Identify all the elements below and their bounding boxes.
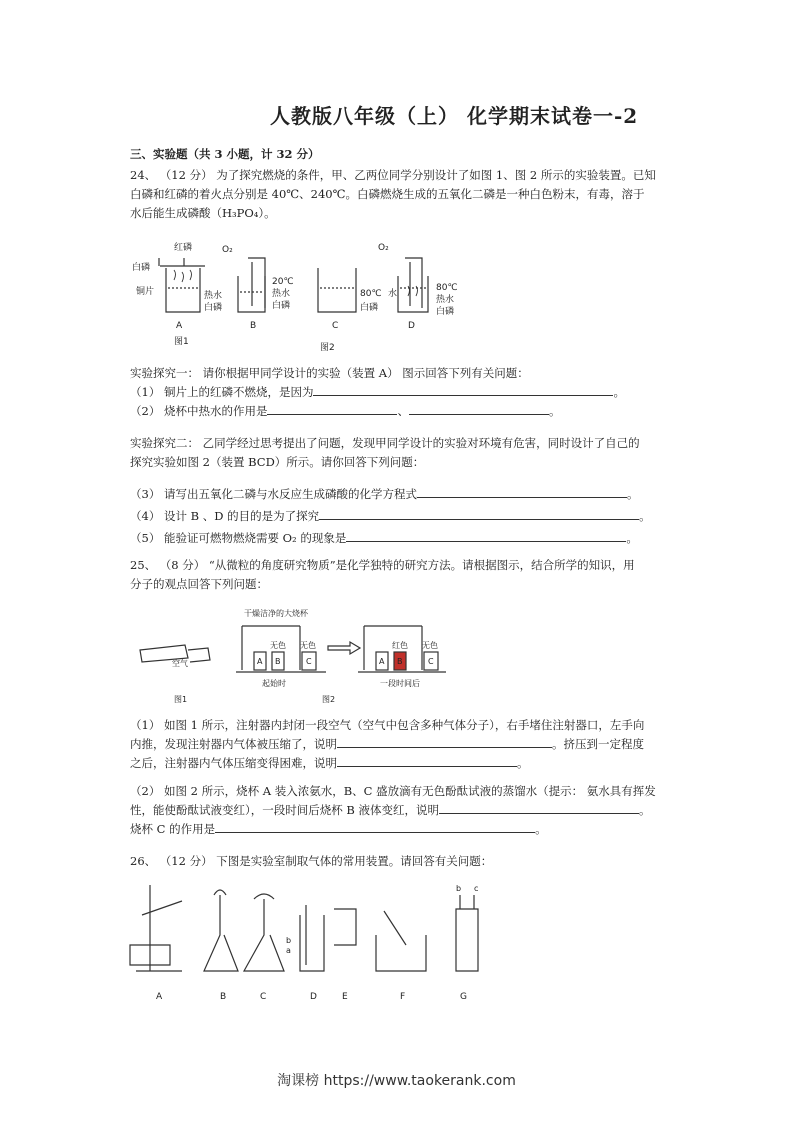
label-hot-water-d: 热水 (436, 295, 455, 305)
beaker-d (398, 276, 428, 312)
label-white-p-c: 白磷 (360, 303, 379, 313)
beaker-c (318, 268, 356, 312)
label-app-d: D (310, 992, 317, 1002)
label-d: D (408, 321, 415, 331)
label-app-a: A (156, 992, 163, 1002)
label-c: C (332, 321, 339, 331)
label-b: B (250, 321, 257, 331)
label-hot-water-b: 热水 (272, 289, 291, 299)
label-beaker-a1: A (257, 657, 263, 666)
label-beaker-b2: B (397, 657, 403, 666)
explore-two-line-2: 探究实验如图 2（装置 BCD）所示。请你回答下列问题： (130, 455, 425, 469)
label-white-p-a: 白磷 (204, 303, 223, 313)
label-80c-c: 80℃ (360, 289, 382, 299)
section-heading: 三、实验题（共 3 小题，计 32 分） (130, 147, 320, 161)
q25-part1-line-2: 内推，发现注射器内气体被压缩了，说明 。挤压到一定程度 (130, 737, 644, 751)
q24-sub4: （4） 设计 B 、D 的目的是为了探究 。 (130, 509, 651, 523)
label-colorless-c1: 无色 (300, 641, 316, 650)
label-colorless-c2: 无色 (422, 641, 438, 650)
label-port-g-c: c (474, 884, 479, 893)
label-fig1: 图1 (174, 337, 189, 347)
label-copper: 铜片 (136, 287, 155, 297)
apparatus-d (300, 905, 324, 971)
q25-figure (130, 600, 450, 710)
q24-sub5: （5） 能验证可燃物燃烧需要 O₂ 的现象是 。 (130, 531, 638, 545)
label-q25-fig2: 图2 (322, 695, 336, 704)
label-app-e: E (342, 992, 348, 1002)
label-port-a: a (286, 946, 291, 955)
q24-sub2: （2） 烧杯中热水的作用是 、 。 (130, 404, 561, 418)
explore-one-title: 实验探究一： 请你根据甲同学设计的实验（装置 A） 图示回答下列有关问题： (130, 366, 529, 380)
label-port-g-b: b (456, 884, 462, 893)
q25-part2 (130, 782, 670, 839)
footer-url: 淘课榜 https://www.taokerank.com (277, 1073, 516, 1089)
apparatus-e (334, 909, 356, 945)
apparatus-a (136, 885, 182, 971)
label-red: 红色 (392, 641, 408, 650)
label-beaker-c2: C (428, 657, 434, 666)
apparatus-f (376, 911, 426, 971)
explore-two-line-1: 实验探究二： 乙同学经过思考提出了问题，发现甲同学设计的实验对环境有危害，同时设计了自己的 (130, 436, 640, 450)
label-app-f: F (400, 992, 406, 1002)
label-fig2: 图2 (320, 343, 335, 353)
q25-part1-line-3: 之后，注射器内气体压缩变得困难，说明 。 (130, 756, 529, 770)
q24-subs-3-5 (130, 483, 670, 549)
q25-part1-line-1: （1） 如图 1 所示，注射器内封闭一段空气（空气中包含多种气体分子），右手堵住注射器口，左手向 (130, 718, 645, 732)
label-start: 起始时 (262, 679, 286, 688)
label-colorless-b1: 无色 (270, 641, 286, 650)
label-beaker-a2: A (379, 657, 385, 666)
q24-figure (130, 238, 470, 353)
label-white-p-b: 白磷 (272, 301, 291, 311)
explore-two (130, 434, 670, 472)
q26-figure (120, 875, 500, 1005)
label-20c: 20℃ (272, 277, 294, 287)
q25-intro-line-1: 25、 （8 分） “从微粒的角度研究物质”是化学独特的研究方法。请根据图示，结合所学的知识，用 (130, 558, 635, 572)
label-beaker-c1: C (306, 657, 312, 666)
apparatus-b (204, 890, 238, 971)
label-q25-fig1: 图1 (174, 695, 188, 704)
apparatus-g (456, 895, 478, 971)
label-red-phosphorus: 红磷 (174, 243, 193, 253)
label-later: 一段时间后 (380, 679, 420, 688)
q25-part1 (130, 716, 670, 773)
label-big-beaker: 干燥洁净的大烧杯 (244, 609, 308, 618)
label-water-c: 水 (388, 289, 398, 299)
q24-sub1: （1） 铜片上的红磷不燃烧，是因为 。 (130, 385, 625, 399)
apparatus-c (244, 894, 284, 971)
label-app-b: B (220, 992, 227, 1002)
label-app-c: C (260, 992, 267, 1002)
q25-intro-line-2: 分子的观点回答下列问题： (130, 577, 268, 591)
q25-part2-line-1: （2） 如图 2 所示，烧杯 A 装入浓氨水，B、C 盛放滴有无色酚酞试液的蒸馏水（提示： 氨水具有挥发 (130, 784, 656, 798)
q24-intro-line-1: 24、 （12 分） 为了探究燃烧的条件，甲、乙两位同学分别设计了如图 1、图 2 所示的实验装置。已知 (130, 168, 656, 182)
label-80c-d: 80℃ (436, 283, 458, 293)
label-beaker-b1: B (275, 657, 281, 666)
q24-sub3: （3） 请写出五氧化二磷与水反应生成磷酸的化学方程式 。 (130, 487, 639, 501)
label-a: A (176, 321, 183, 331)
q24-intro (130, 166, 670, 223)
label-port-b: b (286, 936, 292, 945)
q24-intro-line-2: 白磷和红磷的着火点分别是 40℃、240℃。白磷燃烧生成的五氧化二磷是一种白色粉末，有毒，溶于 (130, 187, 645, 201)
label-air: 空气 (172, 659, 188, 668)
q25-part2-line-3: 烧杯 C 的作用是 。 (130, 822, 547, 836)
explore-one (130, 364, 670, 421)
label-white-p-d: 白磷 (436, 307, 455, 317)
q26-intro: 26、 （12 分） 下图是实验室制取气体的常用装置。请回答有关问题： (130, 854, 493, 868)
q25-part2-line-2: 性，能使酚酞试液变红），一段时间后烧杯 B 液体变红，说明 。 (130, 803, 651, 817)
label-o2-d: O₂ (378, 243, 389, 253)
label-white-phosphorus: 白磷 (132, 263, 151, 273)
label-hot-water-a: 热水 (204, 291, 223, 301)
page-title: 人教版八年级（上） 化学期末试卷一-2 (270, 104, 639, 128)
label-o2-b: O₂ (222, 245, 233, 255)
q25-intro (130, 556, 670, 594)
q24-intro-line-3: 水后能生成磷酸（H₃PO₄）。 (130, 206, 276, 220)
label-app-g: G (460, 992, 467, 1002)
